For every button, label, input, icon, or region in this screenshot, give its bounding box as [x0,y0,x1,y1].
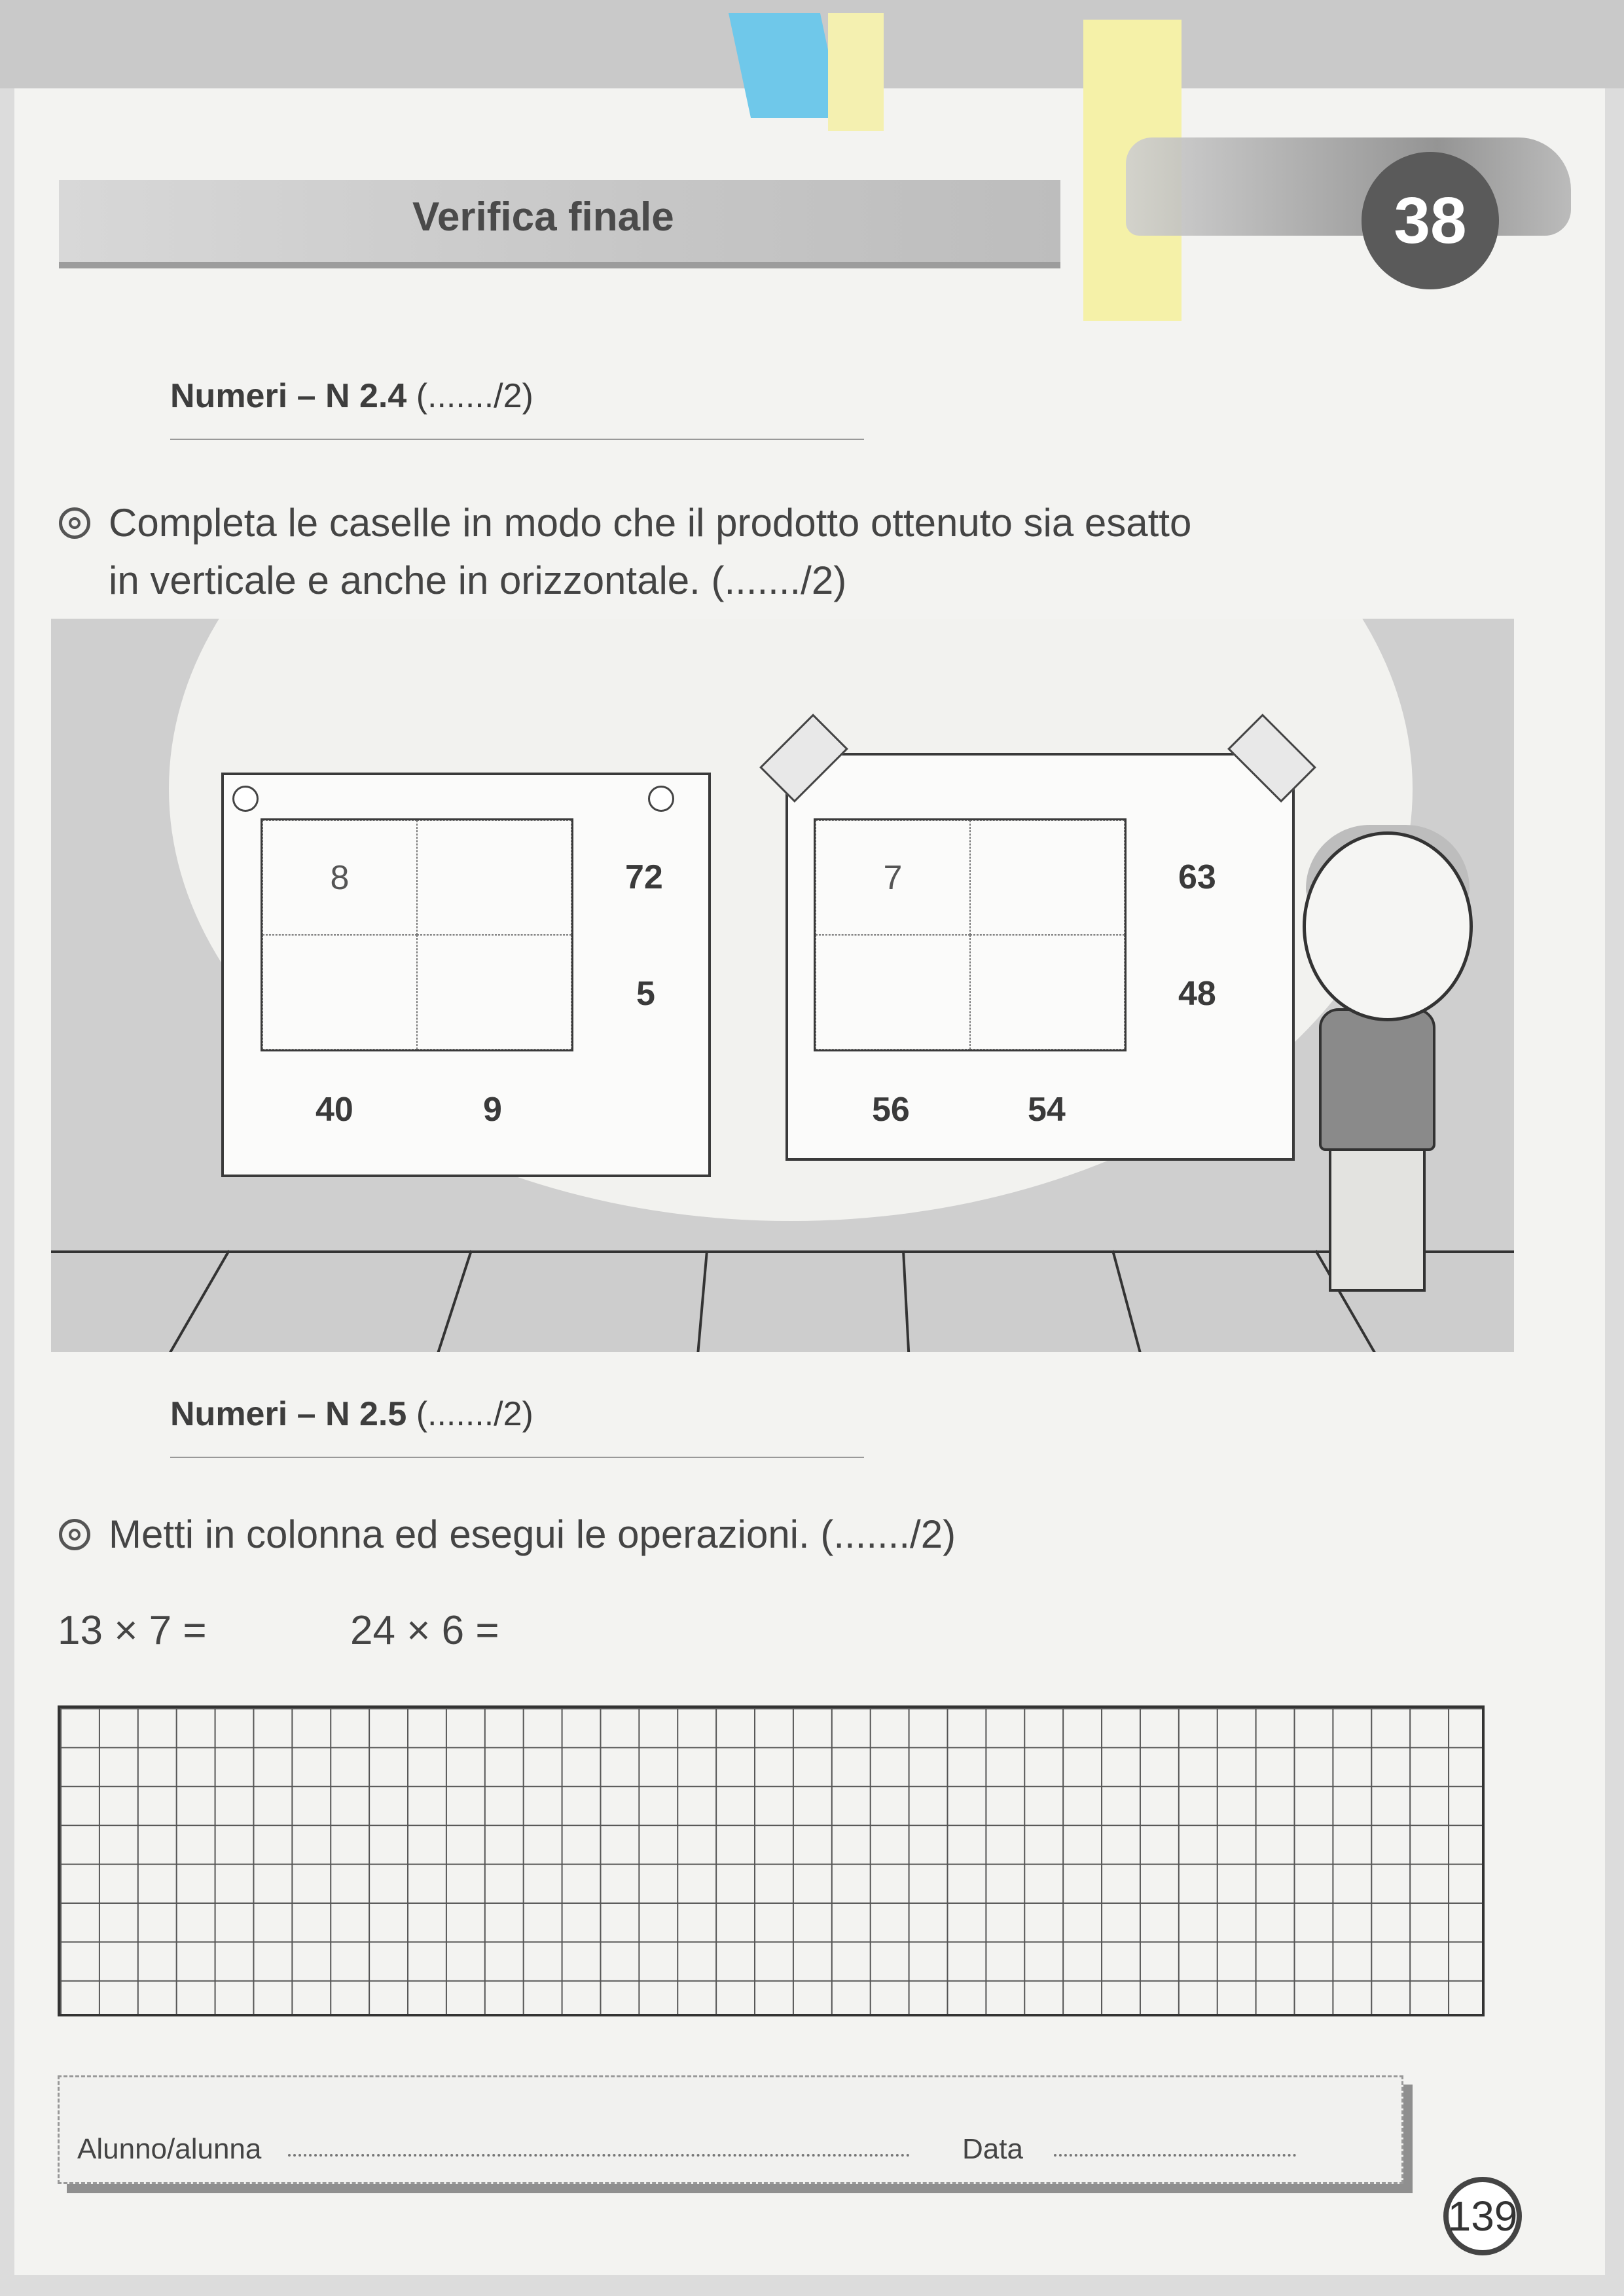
instruction-line-1: Completa le caselle in modo che il prodotto ottenuto sia esatto [109,501,1192,545]
section-title-text: Numeri – N 2.5 [170,1395,407,1433]
section-title-text: Numeri – N 2.4 [170,377,407,415]
instruction-n25 [59,1506,956,1563]
puzzle-b-cell[interactable] [816,935,970,1049]
section-score: (......./2) [416,377,533,415]
bookmark-tab-yellow [828,13,884,131]
floor [51,1250,1514,1352]
puzzle-b-cell[interactable] [970,935,1125,1049]
puzzle-b-cell[interactable]: 7 [816,820,970,935]
puzzle-a-row-product: 72 [625,858,663,896]
instruction-line-2: in verticale e anche in orizzontale. (......./2) [109,558,847,602]
puzzle-a-cell[interactable] [417,935,571,1049]
student-name-field[interactable] [288,2154,910,2157]
puzzle-a-cell[interactable]: 8 [262,820,417,935]
puzzle-a-col-product: 40 [316,1091,353,1129]
puzzle-a-cell[interactable] [262,935,417,1049]
page-number-badge: 139 [1443,2177,1522,2255]
section-divider [170,1457,864,1458]
section-score: (......./2) [416,1395,533,1433]
boy-illustration-head [1303,831,1473,1021]
header-brush-decoration [1126,137,1571,236]
puzzle-b-row-product: 48 [1178,975,1216,1013]
puzzle-b-row-product: 63 [1178,858,1216,896]
puzzle-a-col-product: 9 [483,1091,502,1129]
puzzle-b-grid [814,818,1127,1051]
puzzle-a-cell[interactable] [417,820,571,935]
pin-icon [232,786,259,812]
boy-illustration-legs [1329,1142,1426,1292]
page-title: Verifica finale [412,194,674,240]
boy-illustration-body [1319,1008,1435,1151]
student-name-label: Alunno/alunna [77,2133,262,2165]
date-field[interactable] [1054,2154,1296,2157]
target-bullet-icon [59,507,90,539]
puzzle-a-row-product: 5 [636,975,655,1013]
pin-icon [648,786,674,812]
puzzle-b-cell[interactable] [970,820,1125,935]
puzzle-b-col-product: 54 [1028,1091,1066,1129]
section-divider [170,439,864,440]
puzzle-b-col-product: 56 [872,1091,910,1129]
equation-2: 24 × 6 = [350,1608,499,1653]
puzzle-a-grid [261,818,573,1051]
target-bullet-icon [59,1519,90,1550]
section-title-n24 [170,376,533,416]
date-label: Data [962,2133,1023,2165]
unit-number-badge: 38 [1362,152,1499,289]
equation-1: 13 × 7 = [58,1608,207,1653]
footer-box [58,2075,1403,2184]
squared-work-grid[interactable] [58,1705,1485,2016]
instruction-text: Metti in colonna ed esegui le operazioni. (......./2) [109,1512,956,1556]
instruction-n24 [59,494,1191,610]
section-title-n25 [170,1394,533,1434]
